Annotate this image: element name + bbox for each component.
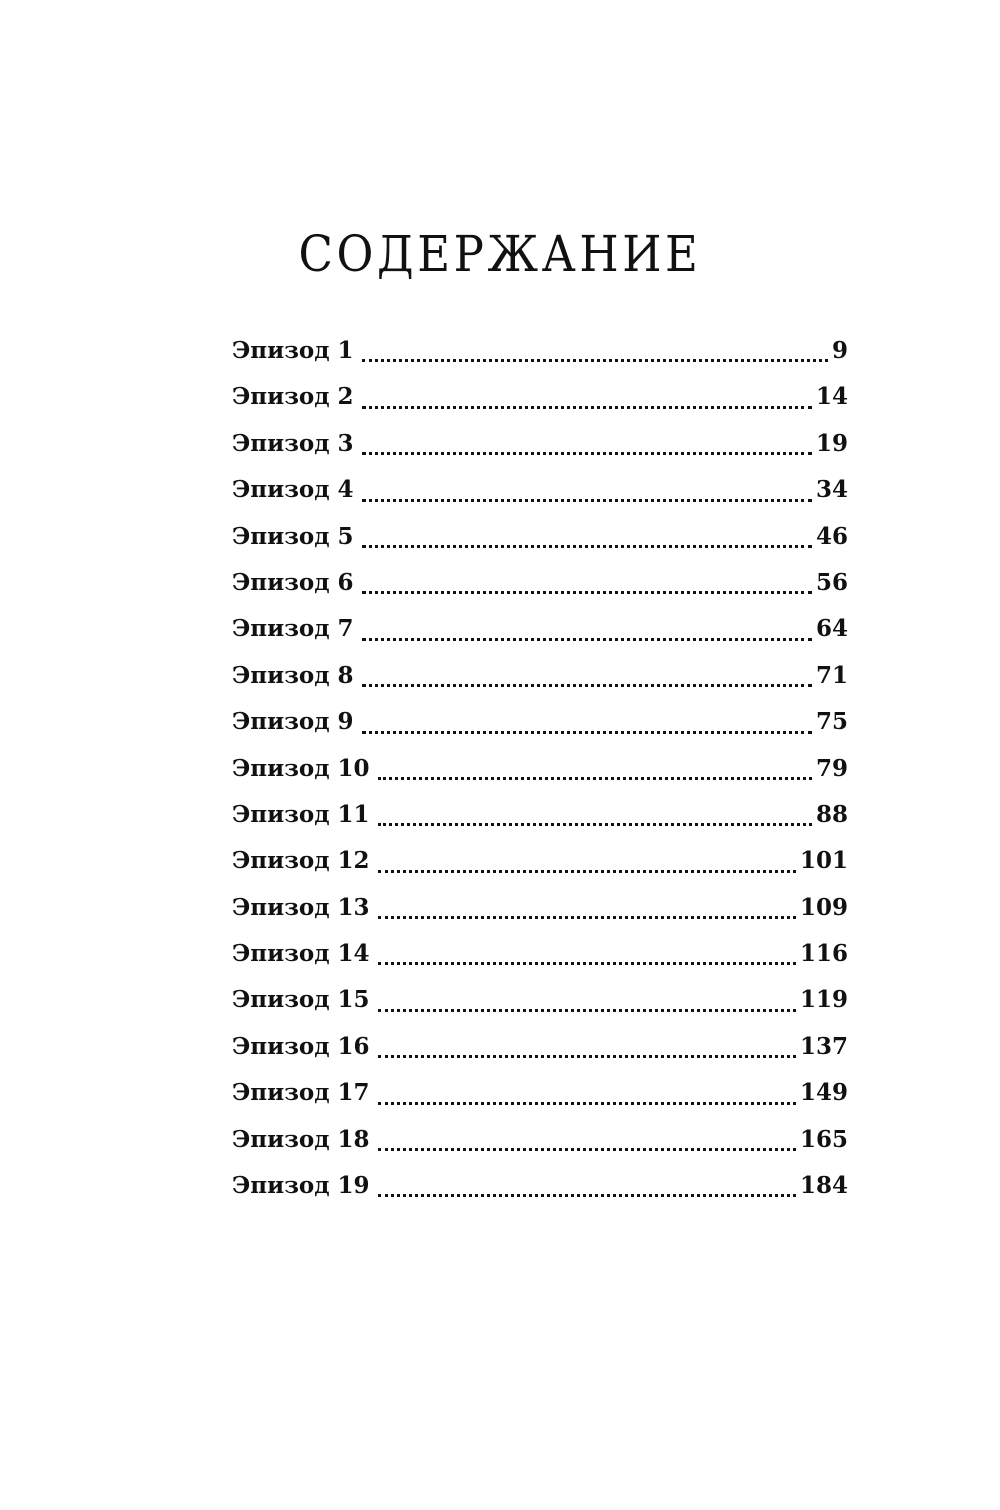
dot-leader — [362, 545, 812, 548]
toc-entry[interactable] — [232, 888, 848, 934]
dot-leader — [378, 777, 812, 780]
toc-entry[interactable] — [232, 841, 848, 887]
dot-leader — [362, 731, 812, 734]
toc-entry-page-number: 64 — [815, 615, 848, 643]
toc-entry[interactable] — [232, 702, 848, 748]
toc-entry-label: Эпизод 11 — [232, 800, 370, 828]
dot-leader — [378, 916, 796, 919]
toc-entry-page-number: 56 — [815, 568, 848, 596]
toc-entry-page-number: 71 — [815, 661, 848, 689]
toc-entry-label: Эпизод 4 — [232, 476, 354, 504]
toc-entry-page-number: 119 — [799, 986, 848, 1014]
toc-entry-page-number: 79 — [815, 754, 848, 782]
toc-entry-page-number: 88 — [815, 800, 848, 828]
dot-leader — [378, 823, 812, 826]
toc-entry[interactable] — [232, 795, 848, 841]
toc-entry-label: Эпизод 1 — [232, 337, 354, 364]
toc-entry-page-number: 34 — [815, 476, 848, 504]
toc-entry[interactable] — [232, 934, 848, 980]
toc-entry-page-number: 149 — [799, 1079, 848, 1107]
dot-leader — [378, 1055, 796, 1058]
toc-entry-label: Эпизод 12 — [232, 847, 370, 875]
dot-leader — [362, 359, 828, 362]
toc-entry[interactable] — [232, 424, 848, 470]
toc-entry[interactable] — [232, 331, 848, 377]
toc-entry[interactable] — [232, 1027, 848, 1073]
dot-leader — [378, 1148, 796, 1151]
toc-entry[interactable] — [232, 1073, 848, 1119]
toc-entry[interactable] — [232, 377, 848, 423]
dot-leader — [362, 499, 812, 502]
dot-leader — [362, 591, 812, 594]
toc-entry-page-number: 101 — [799, 847, 848, 875]
dot-leader — [362, 406, 812, 409]
dot-leader — [378, 1009, 796, 1012]
dot-leader — [362, 452, 812, 455]
toc-entry-label: Эпизод 7 — [232, 615, 354, 643]
dot-leader — [362, 684, 812, 687]
toc-entry-page-number: 109 — [799, 893, 848, 921]
toc-entry[interactable] — [232, 609, 848, 655]
toc-entry-label: Эпизод 6 — [232, 568, 354, 596]
toc-entry-label: Эпизод 17 — [232, 1079, 370, 1107]
toc-entry-label: Эпизод 18 — [232, 1125, 370, 1153]
dot-leader — [378, 1102, 796, 1105]
toc-entry-page-number: 165 — [799, 1125, 848, 1153]
toc-entry-label: Эпизод 5 — [232, 522, 354, 550]
toc-entry[interactable] — [232, 1120, 848, 1166]
toc-entry[interactable] — [232, 517, 848, 563]
toc-entry-label: Эпизод 13 — [232, 893, 370, 921]
toc-entry-page-number: 19 — [815, 429, 848, 457]
dot-leader — [378, 870, 796, 873]
toc-entry[interactable] — [232, 980, 848, 1026]
toc-entry-label: Эпизод 15 — [232, 986, 370, 1014]
toc-entry-page-number: 116 — [799, 940, 848, 968]
toc-entry-label: Эпизод 16 — [232, 1032, 370, 1060]
toc-entry[interactable] — [232, 470, 848, 516]
dot-leader — [378, 962, 796, 965]
toc-entry[interactable] — [232, 1166, 848, 1212]
page-title: СОДЕРЖАНИЕ — [298, 224, 702, 283]
toc-entry-label: Эпизод 3 — [232, 429, 354, 457]
toc-entry-page-number: 14 — [815, 383, 848, 411]
toc-entry-page-number: 75 — [815, 708, 848, 736]
table-of-contents — [232, 331, 848, 1212]
toc-entry-label: Эпизод 19 — [232, 1172, 370, 1200]
dot-leader — [362, 638, 812, 641]
toc-entry-page-number: 46 — [815, 522, 848, 550]
toc-entry-label: Эпизод 8 — [232, 661, 354, 689]
dot-leader — [378, 1194, 796, 1197]
toc-entry[interactable] — [232, 749, 848, 795]
toc-entry[interactable] — [232, 563, 848, 609]
toc-entry-page-number: 184 — [799, 1172, 848, 1200]
toc-entry[interactable] — [232, 656, 848, 702]
toc-entry-label: Эпизод 2 — [232, 383, 354, 411]
toc-entry-page-number: 9 — [831, 337, 848, 364]
toc-entry-label: Эпизод 10 — [232, 754, 370, 782]
toc-entry-page-number: 137 — [799, 1032, 848, 1060]
toc-entry-label: Эпизод 14 — [232, 940, 370, 968]
toc-entry-label: Эпизод 9 — [232, 708, 354, 736]
